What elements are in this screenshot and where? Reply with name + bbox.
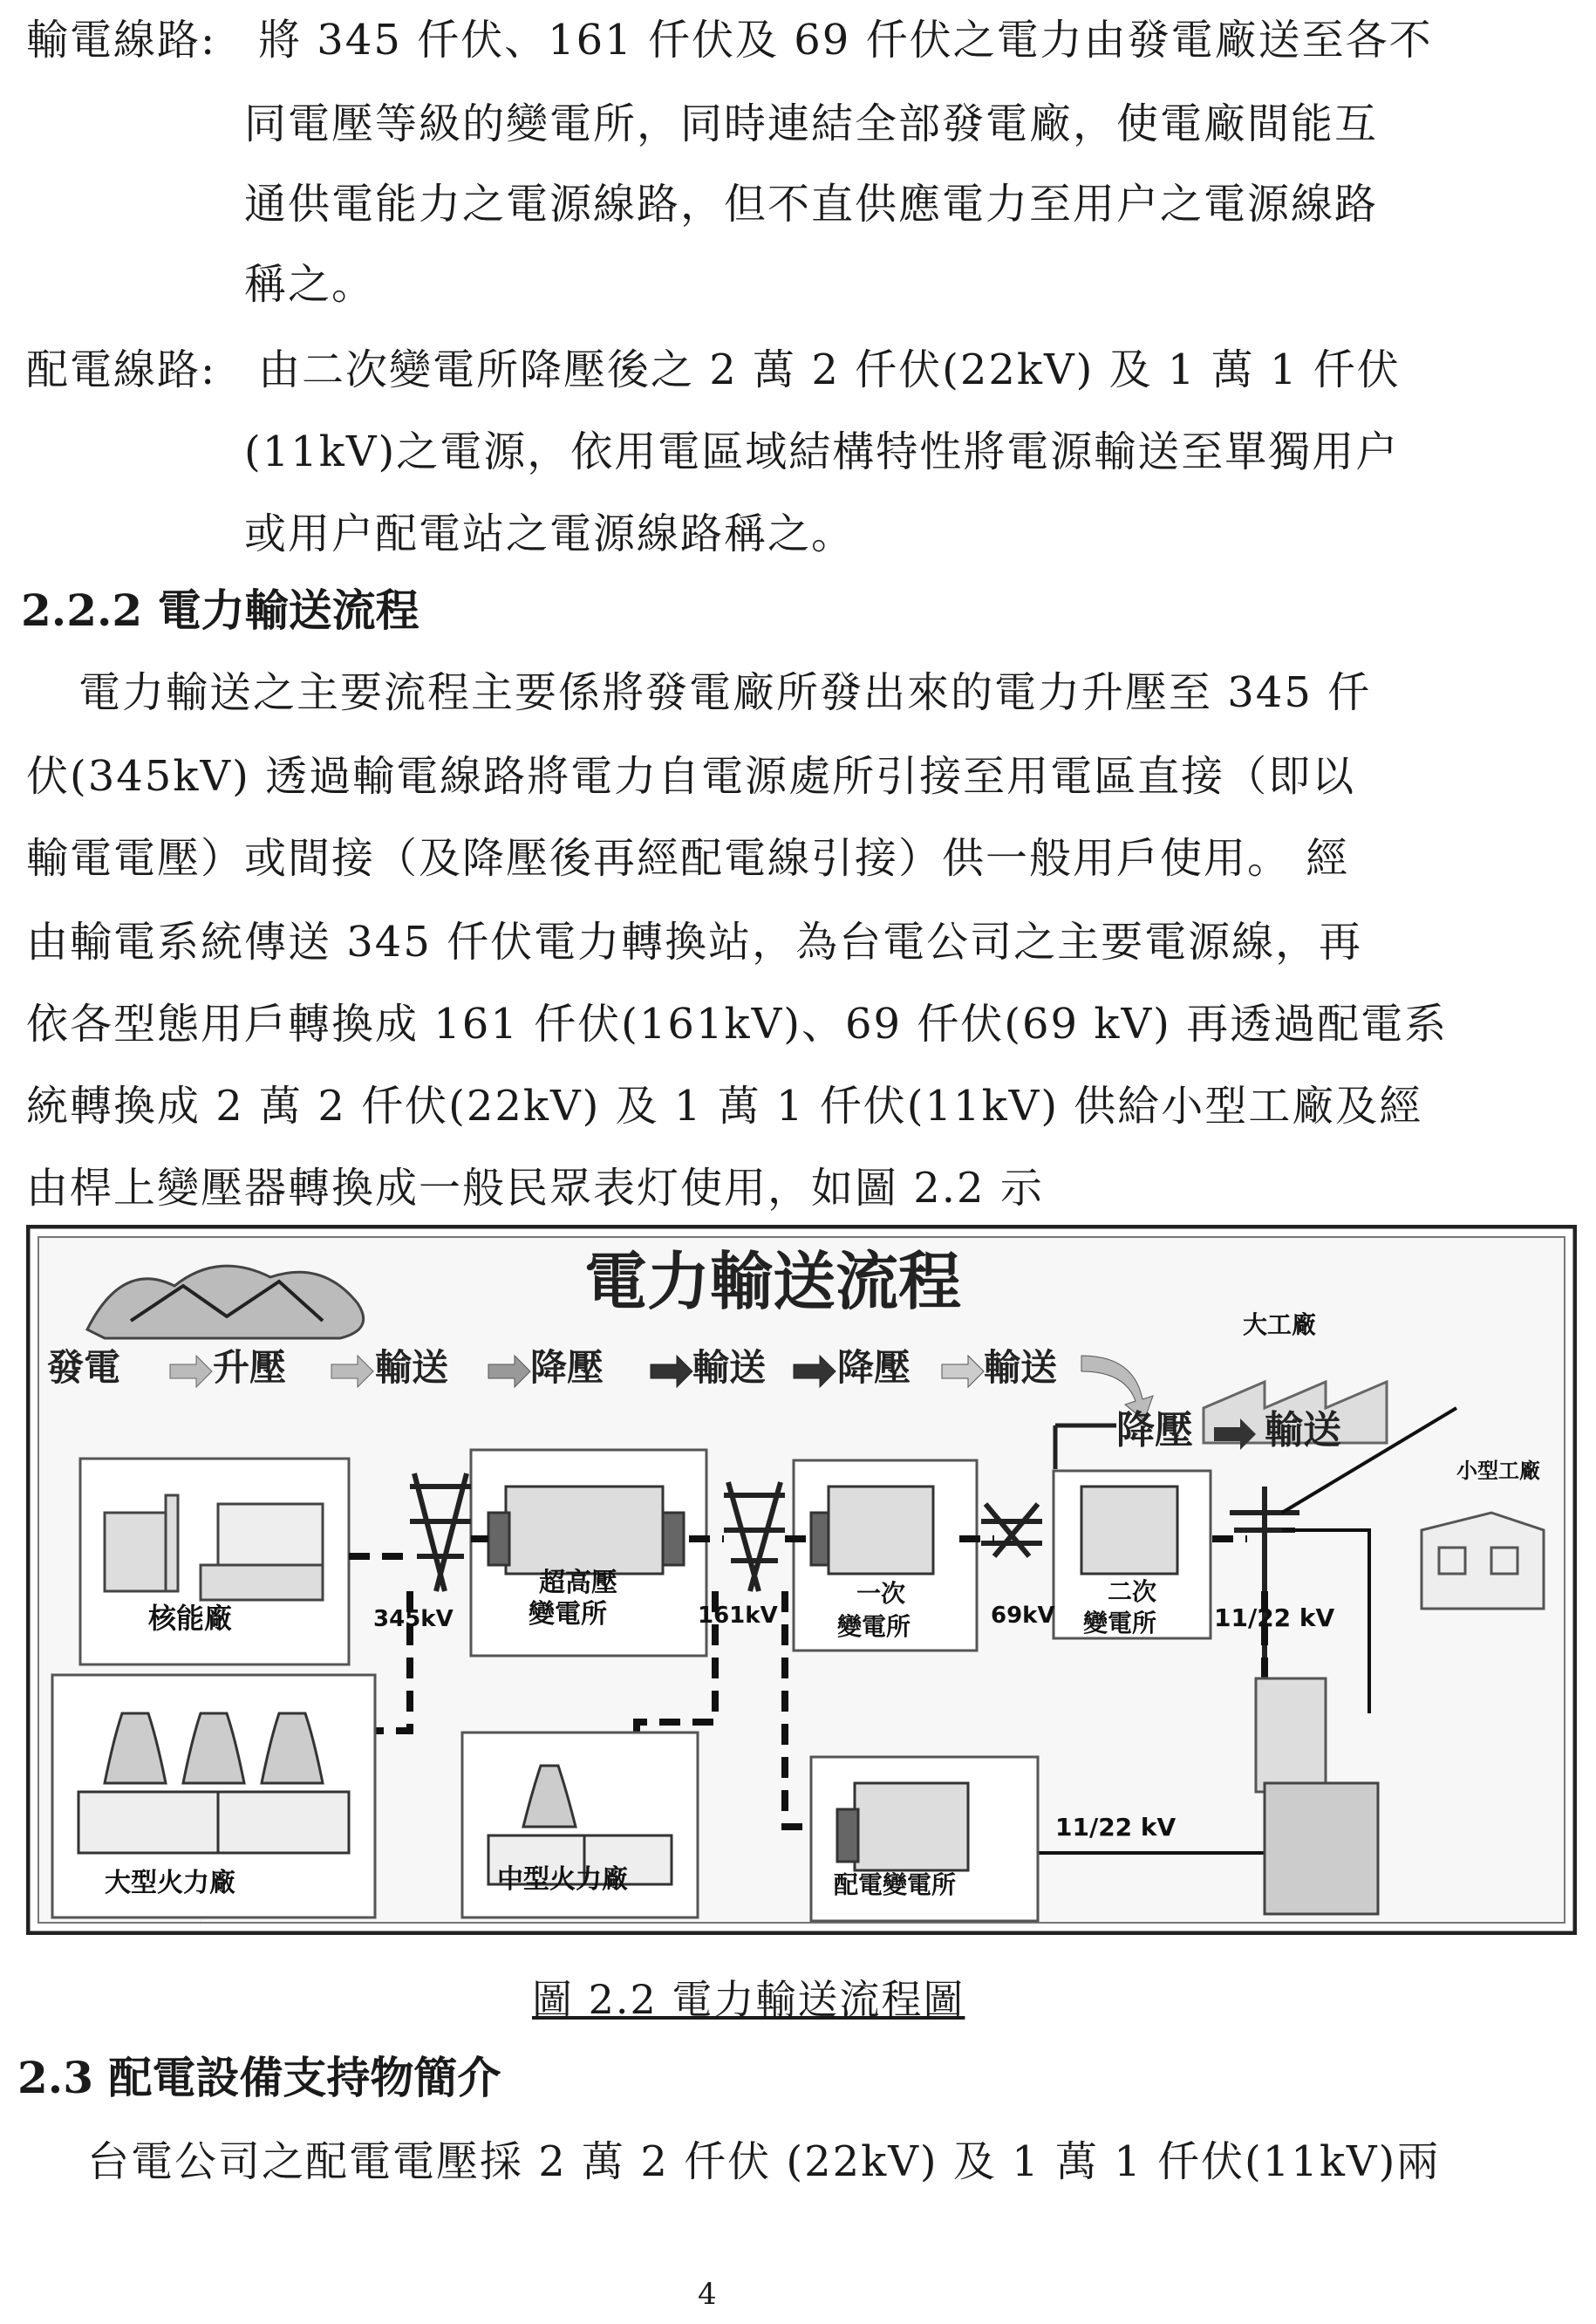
figure-title: 電力輸送流程 [584, 1244, 962, 1318]
body-line: 由桿上變壓器轉換成一般民眾表灯使用，如圖 2.2 示 [26, 1164, 1044, 1213]
body-line: 統轉換成 2 萬 2 仟伏(22kV) 及 1 萬 1 仟伏(11kV) 供給小型工廠及經 [26, 1082, 1423, 1131]
label-69kv: 69kV [991, 1603, 1055, 1629]
label-small-factory: 小型工廠 [1456, 1459, 1540, 1483]
small-factory-icon [1422, 1513, 1544, 1609]
flow-step: 降壓 [837, 1346, 911, 1389]
label-large-thermal: 大型火力廠 [105, 1868, 235, 1898]
label-secondary-2: 變電所 [1083, 1609, 1157, 1637]
definition-line: (11kV)之電源，依用電區域結構特性將電源輸送至單獨用户 [244, 427, 1400, 476]
label-mid-thermal: 中型火力廠 [497, 1864, 628, 1895]
body-line: 輸電電壓）或間接（及降壓後再經配電線引接）供一般用戶使用。 經 [26, 834, 1350, 883]
label-primary-2: 變電所 [837, 1612, 911, 1641]
definition-line: 將 345 仟伏、161 仟伏及 69 仟伏之電力由發電廠送至各不 [258, 16, 1433, 65]
building-icon [1256, 1678, 1326, 1792]
page-number: 4 [698, 2277, 717, 2312]
transformer-icon [811, 1487, 933, 1574]
flow-step: 降壓 [530, 1346, 604, 1389]
label-secondary-1: 二次 [1108, 1577, 1157, 1606]
transformer-icon [488, 1487, 684, 1574]
definition-line: 稱之。 [244, 260, 376, 309]
body-line: 依各型態用戶轉換成 161 仟伏(161kV)、69 仟伏(69 kV) 再透過配電系 [26, 1000, 1449, 1049]
definition-line: 或用户配電站之電源線路稱之。 [244, 509, 856, 558]
label-distribution-sub: 配電變電所 [834, 1870, 957, 1899]
label-11-22kv-b: 11/22 kV [1055, 1813, 1177, 1842]
label-big-factory: 大工廠 [1243, 1310, 1317, 1339]
label-ehv-1: 超高壓 [539, 1568, 617, 1598]
definition-term-transmission: 輸電線路: [26, 16, 217, 65]
section-heading-222: 2.2.2 電力輸送流程 [21, 584, 419, 636]
body-line: 台電公司之配電電壓採 2 萬 2 仟伏 (22kV) 及 1 萬 1 仟伏(11kV)兩 [87, 2137, 1441, 2186]
flow-step: 輸送 [692, 1346, 767, 1389]
flow-step: 升壓 [213, 1346, 287, 1389]
body-line: 電力輸送之主要流程主要係將發電廠所發出來的電力升壓至 345 仟 [78, 668, 1372, 717]
flow-step: 降壓 [1116, 1408, 1193, 1452]
cooling-tower-icon [105, 1713, 323, 1783]
plant-building-icon [78, 1792, 349, 1853]
office-tower-icon [1265, 1783, 1378, 1914]
label-nuclear: 核能廠 [148, 1602, 233, 1635]
body-line: 由輸電系統傳送 345 仟伏電力轉換站，為台電公司之主要電源線，再 [26, 918, 1363, 967]
figure-caption: 圖 2.2 電力輸送流程圖 [532, 1976, 965, 2023]
definition-term-distribution: 配電線路: [26, 345, 217, 394]
definition-line: 通供電能力之電源線路，但不直供應電力至用户之電源線路 [244, 180, 1379, 229]
transformer-icon [837, 1783, 968, 1870]
power-transmission-flow-diagram [26, 1225, 1577, 1935]
flow-step: 輸送 [1265, 1408, 1341, 1452]
label-345kv: 345kV [373, 1606, 454, 1632]
label-161kv: 161kV [698, 1603, 778, 1629]
flow-step: 輸送 [984, 1346, 1058, 1389]
label-primary-1: 一次 [856, 1579, 906, 1608]
section-heading-23: 2.3 配電設備支持物簡介 [17, 2052, 501, 2103]
label-11-22kv-a: 11/22 kV [1214, 1603, 1335, 1632]
definition-line: 同電壓等級的變電所，同時連結全部發電廠，使電廠間能互 [244, 99, 1379, 148]
definition-line: 由二次變電所降壓後之 2 萬 2 仟伏(22kV) 及 1 萬 1 仟伏 [258, 345, 1401, 394]
transformer-icon [1081, 1487, 1177, 1574]
body-line: 伏(345kV) 透過輸電線路將電力自電源處所引接至用電區直接（即以 [26, 752, 1356, 801]
label-ehv-2: 變電所 [529, 1599, 607, 1630]
flow-step: 發電 [47, 1346, 121, 1389]
flow-step: 輸送 [375, 1346, 449, 1389]
